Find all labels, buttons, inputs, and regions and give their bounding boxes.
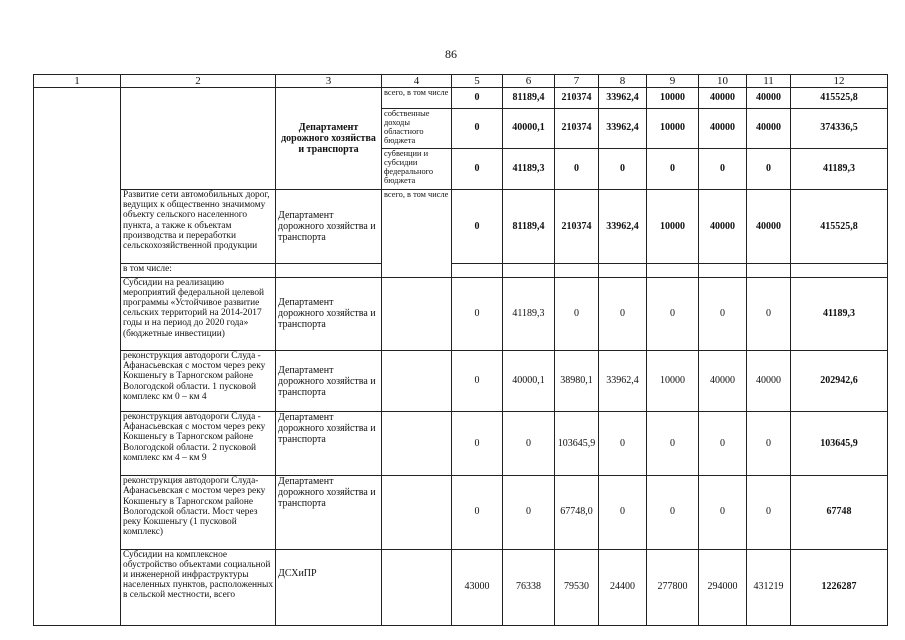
value-cell: 40000,1	[503, 108, 555, 149]
value-cell: 202942,6	[791, 350, 888, 411]
cell-column-1	[34, 88, 121, 626]
dept-cell: Департамент дорожного хозяйства и транспорта	[276, 350, 382, 411]
value-cell: 415525,8	[791, 88, 888, 108]
header-cell: 8	[599, 75, 647, 88]
header-cell: 11	[747, 75, 791, 88]
value-cell: 0	[647, 476, 699, 549]
value-cell: 210374	[555, 88, 599, 108]
value-cell: 43000	[452, 549, 503, 625]
header-cell: 2	[121, 75, 276, 88]
value-cell: 24400	[599, 549, 647, 625]
value-cell: 0	[699, 476, 747, 549]
dept-cell: Департамент дорожного хозяйства и транспорта	[276, 190, 382, 264]
value-cell: 10000	[647, 88, 699, 108]
empty-cell	[452, 264, 503, 277]
value-cell: 103645,9	[555, 412, 599, 476]
table-row	[34, 412, 888, 476]
table-row	[34, 549, 888, 625]
funding-type-cell: всего, в том числе	[382, 88, 452, 108]
funding-type-cell	[382, 549, 452, 625]
value-cell: 0	[452, 277, 503, 350]
value-cell: 0	[555, 149, 599, 190]
value-cell: 0	[699, 277, 747, 350]
program-funding-table	[33, 74, 888, 626]
table-row	[34, 476, 888, 549]
empty-cell	[747, 264, 791, 277]
funding-type-cell	[382, 277, 452, 350]
page-number: 86	[445, 47, 457, 61]
value-cell: 0	[699, 412, 747, 476]
value-cell: 67748,0	[555, 476, 599, 549]
value-cell: 210374	[555, 108, 599, 149]
empty-cell	[276, 264, 382, 277]
header-cell: 5	[452, 75, 503, 88]
desc-cell: Субсидии на комплексное обустройство объектами социальной и инженерной инфраструктуры населенных пунктов, расположенных в сельской местности, всего	[121, 549, 276, 625]
funding-type-cell: всего, в том числе	[382, 190, 452, 278]
value-cell: 0	[599, 277, 647, 350]
value-cell: 33962,4	[599, 190, 647, 264]
value-cell: 0	[699, 149, 747, 190]
empty-cell	[503, 264, 555, 277]
value-cell: 40000	[699, 190, 747, 264]
value-cell: 0	[452, 190, 503, 264]
desc-cell: в том числе:	[121, 264, 276, 277]
empty-cell	[599, 264, 647, 277]
value-cell: 374336,5	[791, 108, 888, 149]
value-cell: 79530	[555, 549, 599, 625]
value-cell: 0	[452, 412, 503, 476]
value-cell: 41189,3	[791, 149, 888, 190]
funding-type-cell	[382, 412, 452, 476]
header-cell: 1	[34, 75, 121, 88]
value-cell: 40000	[699, 350, 747, 411]
value-cell: 277800	[647, 549, 699, 625]
value-cell: 40000	[699, 108, 747, 149]
value-cell: 0	[747, 149, 791, 190]
value-cell: 10000	[647, 350, 699, 411]
table-row	[34, 264, 888, 277]
table-row	[34, 350, 888, 411]
header-cell: 9	[647, 75, 699, 88]
value-cell: 40000	[747, 350, 791, 411]
value-cell: 10000	[647, 190, 699, 264]
value-cell: 0	[647, 149, 699, 190]
value-cell: 0	[647, 277, 699, 350]
funding-type-cell	[382, 476, 452, 549]
header-row	[34, 75, 888, 88]
value-cell: 40000	[699, 88, 747, 108]
value-cell: 103645,9	[791, 412, 888, 476]
value-cell: 41189,3	[503, 277, 555, 350]
value-cell: 0	[599, 149, 647, 190]
value-cell: 0	[452, 476, 503, 549]
value-cell: 67748	[791, 476, 888, 549]
value-cell: 431219	[747, 549, 791, 625]
value-cell: 10000	[647, 108, 699, 149]
value-cell: 294000	[699, 549, 747, 625]
value-cell: 41189,3	[503, 149, 555, 190]
value-cell: 0	[452, 350, 503, 411]
value-cell: 0	[503, 476, 555, 549]
value-cell: 40000,1	[503, 350, 555, 411]
header-cell: 7	[555, 75, 599, 88]
value-cell: 81189,4	[503, 88, 555, 108]
value-cell: 415525,8	[791, 190, 888, 264]
value-cell: 0	[452, 108, 503, 149]
desc-cell: реконструкция автодороги Слуда-Афанасьевская с мостом через реку Кокшеньгу в Тарногском районе Вологодской области. Мост через реку Кокшеньгу (1 пусковой комплекс)	[121, 476, 276, 549]
empty-cell	[555, 264, 599, 277]
funding-type-cell: субвенции и субсидии федерального бюджета	[382, 149, 452, 190]
empty-cell	[699, 264, 747, 277]
dept-cell: Департамент дорожного хозяйства и транспорта	[276, 88, 382, 190]
desc-cell: Развитие сети автомобильных дорог, ведущих к общественно значимому объекту сельского населенного пункта, а также к объектам производства и переработки сельскохозяйственной продукции	[121, 190, 276, 264]
value-cell: 0	[747, 412, 791, 476]
value-cell: 81189,4	[503, 190, 555, 264]
value-cell: 0	[747, 476, 791, 549]
value-cell: 33962,4	[599, 350, 647, 411]
value-cell: 76338	[503, 549, 555, 625]
dept-cell: Департамент дорожного хозяйства и транспорта	[276, 277, 382, 350]
value-cell: 0	[555, 277, 599, 350]
desc-cell: реконструкция автодороги Слуда - Афанасьевская с мостом через реку Кокшеньгу в Тарногском районе Вологодской области. 2 пусковой комплекс км 4 – км 9	[121, 412, 276, 476]
table-row	[34, 277, 888, 350]
value-cell: 0	[452, 88, 503, 108]
value-cell: 0	[503, 412, 555, 476]
funding-type-cell: собственные доходы областного бюджета	[382, 108, 452, 149]
empty-cell	[791, 264, 888, 277]
empty-cell	[647, 264, 699, 277]
value-cell: 40000	[747, 190, 791, 264]
table-row	[34, 190, 888, 264]
dept-cell: ДСХиПР	[276, 549, 382, 625]
header-cell: 10	[699, 75, 747, 88]
header-cell: 12	[791, 75, 888, 88]
value-cell: 0	[599, 476, 647, 549]
desc-cell: реконструкция автодороги Слуда - Афанасьевская с мостом через реку Кокшеньгу в Тарногском районе Вологодской области. 1 пусковой комплекс км 0 – км 4	[121, 350, 276, 411]
value-cell: 38980,1	[555, 350, 599, 411]
value-cell: 41189,3	[791, 277, 888, 350]
dept-cell: Департамент дорожного хозяйства и транспорта	[276, 476, 382, 549]
header-cell: 3	[276, 75, 382, 88]
value-cell: 0	[647, 412, 699, 476]
header-cell: 6	[503, 75, 555, 88]
header-cell: 4	[382, 75, 452, 88]
value-cell: 33962,4	[599, 88, 647, 108]
value-cell: 210374	[555, 190, 599, 264]
value-cell: 33962,4	[599, 108, 647, 149]
value-cell: 40000	[747, 88, 791, 108]
value-cell: 0	[747, 277, 791, 350]
funding-type-cell	[382, 350, 452, 411]
value-cell: 40000	[747, 108, 791, 149]
dept-cell: Департамент дорожного хозяйства и транспорта	[276, 412, 382, 476]
value-cell: 1226287	[791, 549, 888, 625]
value-cell: 0	[599, 412, 647, 476]
value-cell: 0	[452, 149, 503, 190]
desc-cell	[121, 88, 276, 190]
table-row	[34, 88, 888, 108]
desc-cell: Субсидии на реализацию мероприятий федеральной целевой программы «Устойчивое развитие сельских территорий на 2014-2017 годы и на период до 2020 года» (бюджетные инвестиции)	[121, 277, 276, 350]
